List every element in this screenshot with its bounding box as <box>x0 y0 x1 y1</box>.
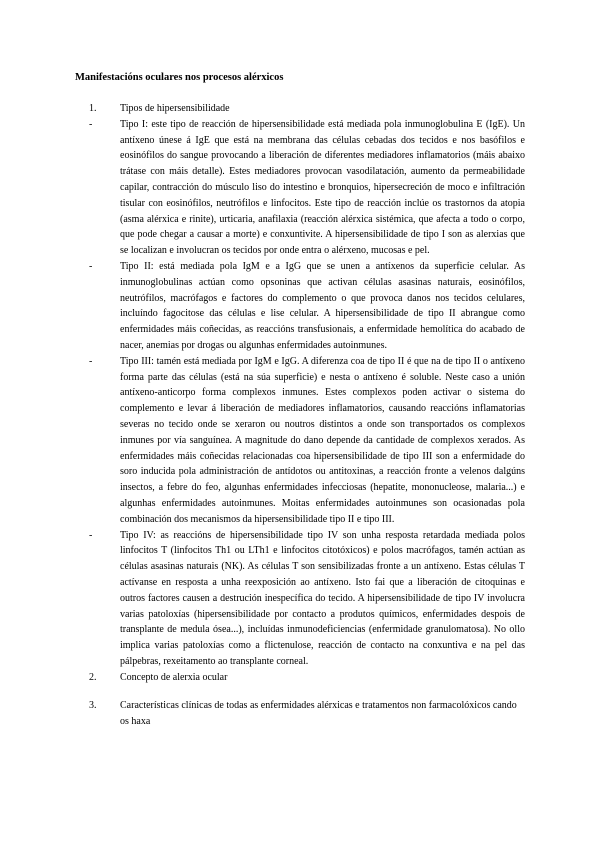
list-number: 2. <box>89 671 97 683</box>
paragraph-type-ii: Tipo II: está mediada pola IgM e a IgG que se unen a antíxenos da superficie celular. As inmunoglobulinas actúan como opsoninas que activan células asasinas naturais, eosinófilos, neutrófilos, macrófagos e factores do complemento o que provoca danos nos tecidos celulares, incluíndo fagocitose das células e lise celular. A hipersensibilidade de tipo II abrangue como enfermidades máis coñecidas, as reaccións transfusionais, a enfermidade hemolítica do acabado de nacer, anemias por drogas ou algunhas enfermidades autoinmunes. <box>120 260 525 351</box>
list-bullet: - <box>89 529 93 541</box>
paragraph-type-iv: Tipo IV: as reaccións de hipersensibilidade tipo IV son unha resposta retardada mediada polos linfocitos T (linfocitos Th1 ou LTh1 e linfocitos citotóxicos) e polos macrófagos, tamén actúan as células asasinas naturais (NK). As células T son sensibilizadas fronte a un antíxeno. Estas células T actívanse en resposta a unha reexposición ao antíxeno. Isto fai que a liberación de citoquinas e outros factores causen a destrución inespecífica do tecido. A hipersensibilidade de tipo IV involucra varias patoloxías (hipersensibilidade por contacto a produtos químicos, enfermidades despois de transplante de medula ósea...), incluídas inmunodeficiencias (enfermidade granulomatosa). No ollo implica varias patoloxías como a flictenulose, reacción de contacto na conxuntiva e na pel das pálpebras, rexeitamento ao transplante corneal. <box>120 529 525 667</box>
list-bullet: - <box>89 355 93 367</box>
list-item-type-iv <box>75 528 525 670</box>
paragraph-type-iii: Tipo III: tamén está mediada por IgM e IgG. A diferenza coa de tipo II é que na de tipo II o antíxeno forma parte das células (está na súa superficie) e nesta o antíxeno é soluble. Neste caso a unión antíxeno-anticorpo forma complexos inmunes. Estes complexos poden activar o sistema do complemento e levar á liberación de mediadores inflamatorios, causando reaccións inflamatorias severas no tecido onde se xeraron ou noutros distintos a onde son transportados os complexos inmunes por vía sanguínea. A magnitude do dano depende da cantidade de complexos xerados. As enfermidades máis coñecidas relacionadas coa hipersensibilidade de tipo III son a enfermidade do soro inducida pola administración de antídotos ou antitoxinas, a reacción fronte a velenos dalgúns insectos, a febre do feo, algunhas enfermidades infecciosas (hepatite, mononucleose, malaria...) e algunhas enfermidades autoinmunes. Moitas enfermidades autoinmunes son ocasionadas pola combinación dos mecanismos da hipersensibilidade tipo II e tipo III. <box>120 355 525 525</box>
list-item-type-iii <box>75 354 525 528</box>
list-item-types-heading <box>75 101 525 117</box>
list-bullet: - <box>89 118 93 130</box>
paragraph-type-i: Tipo I: este tipo de reacción de hipersensibilidade está mediada pola inmunoglobulina E (IgE). Un antíxeno únese á IgE que está na membrana das células cebadas dos tecidos e nos basófilos e eosinófilos do sangue provocando a liberación de diferentes mediadores inflamatorios (máis abaixo trátase con máis detalle). Estes mediadores provocan vasodilatación, aumento da permeabilidade capilar, contracción do músculo liso do intestino e bronquios, hipersecreción de moco e infiltración tisular con eosinófilos, neutrófilos e linfocitos. Este tipo de reacción inclúe os trastornos da atopia (asma alérxica e rinite), urticaria, anafilaxia (reacción alérxica sistémica, que afecta a todo o corpo, que pode chegar a causar a morte) e conxuntivite. A hipersensibilidade de tipo I son as alerxias que se localizan e involucran os tecidos por onde entra o alérxeno, mucosas e pel. <box>120 118 525 257</box>
list-item-text: Características clínicas de todas as enfermidades alérxicas e tratamentos non farmacolóxicos cando os haxa <box>120 700 517 728</box>
document-title: Manifestacións oculares nos procesos alérxicos <box>75 72 284 83</box>
list-item-text: Concepto de alerxia ocular <box>120 671 228 683</box>
list-number: 3. <box>89 700 97 712</box>
list-item-type-i <box>75 117 525 259</box>
list-number: 1. <box>89 103 97 114</box>
list-item-text: Tipos de hipersensibilidade <box>120 103 230 114</box>
list-bullet: - <box>89 260 93 272</box>
list-item-ocular-allergy-concept <box>75 670 525 686</box>
list-item-clinical-characteristics <box>75 698 525 730</box>
list-item-type-ii <box>75 259 525 354</box>
spacer <box>75 685 525 698</box>
